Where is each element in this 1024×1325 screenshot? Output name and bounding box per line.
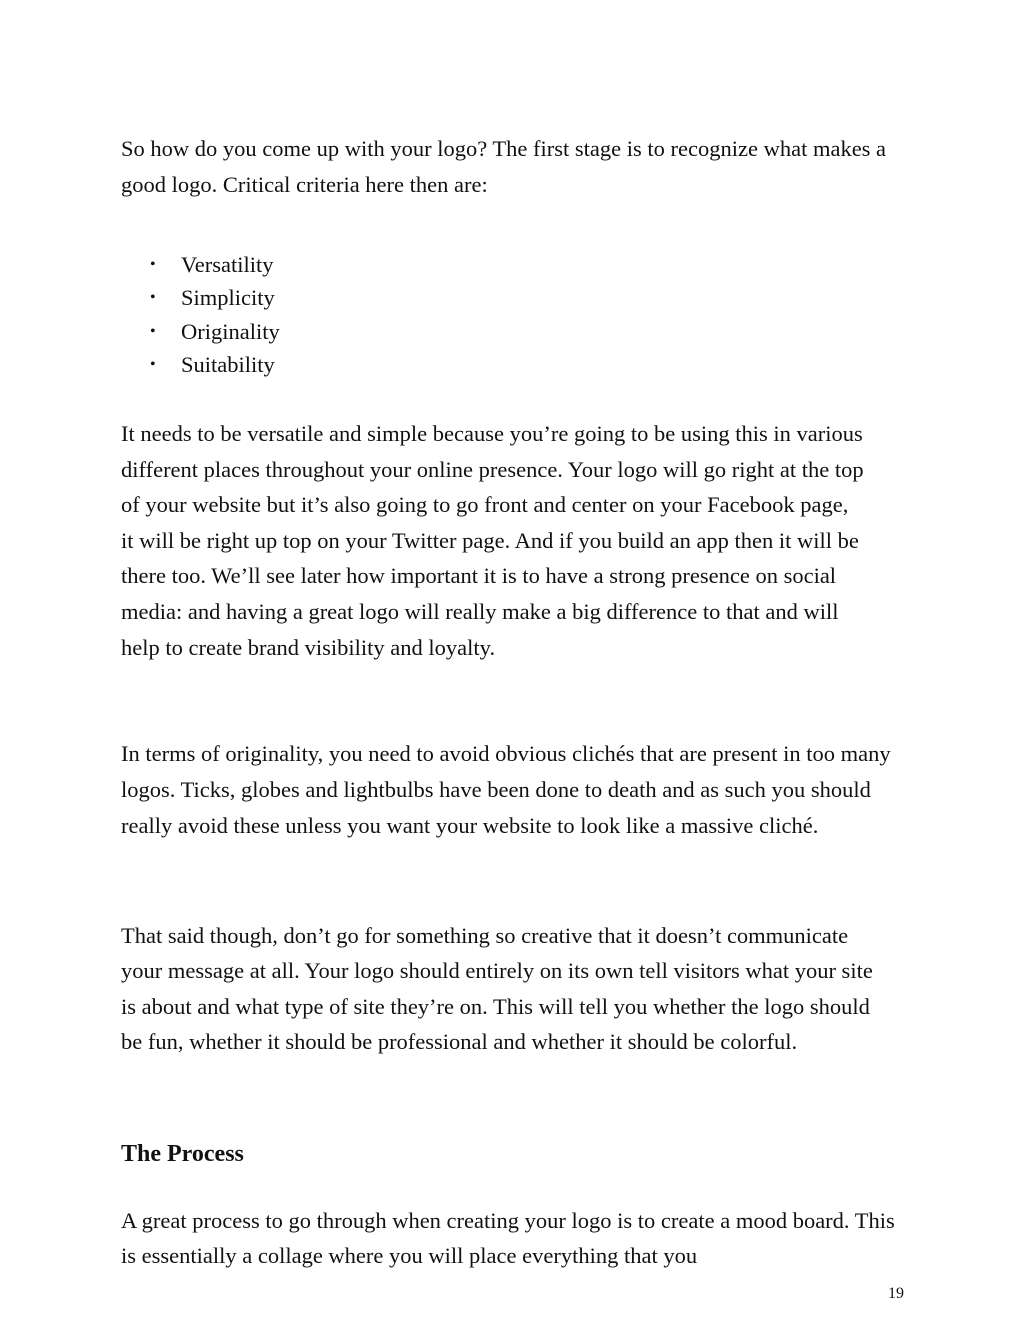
list-item-label: Suitability (181, 351, 275, 377)
list-item (148, 248, 280, 281)
list-item (148, 281, 280, 314)
suitability-paragraph: That said though, don’t go for something so creative that it doesn’t communicate your message at all. Your logo should entirely on its own tell visitors what your site is about and what type of site they’re on. This will tell you whether the logo should be fun, whether it should be professional and whether it should be colorful. (121, 923, 873, 1055)
bullet-icon: • (150, 256, 156, 273)
list-item (148, 348, 280, 381)
versatility-paragraph: It needs to be versatile and simple because you’re going to be using this in various different places throughout your online presence. Your logo will go right at the top of your website but it’s also going to go front and center on your Facebook page, it will be right up top on your Twitter page. And if you build an app then it will be there too. We’ll see later how important it is to have a strong presence on social media: and having a great logo will really make a big difference to that and will help to create brand visibility and loyalty. (121, 421, 864, 660)
process-paragraph: A great process to go through when creating your logo is to create a mood board. This is essentially a collage where you will place everything that you (121, 1208, 895, 1268)
criteria-list (148, 248, 280, 381)
bullet-icon: • (150, 289, 156, 307)
bullet-icon: • (150, 322, 156, 340)
list-item-label: Originality (181, 318, 280, 344)
list-item-label: Simplicity (181, 285, 275, 311)
bullet-icon: • (150, 355, 156, 373)
list-item-label: Versatility (181, 252, 274, 277)
page-number: 19 (888, 1285, 904, 1302)
originality-paragraph: In terms of originality, you need to avoid obvious clichés that are present in too many logos. Ticks, globes and lightbulbs have been done to death and as such you should really avoid these unless you want your website to look like a massive cliché. (121, 741, 891, 838)
intro-paragraph: So how do you come up with your logo? The first stage is to recognize what makes a good logo. Critical criteria here then are: (121, 136, 887, 197)
list-item (148, 315, 280, 348)
section-heading: The Process (121, 1141, 244, 1167)
